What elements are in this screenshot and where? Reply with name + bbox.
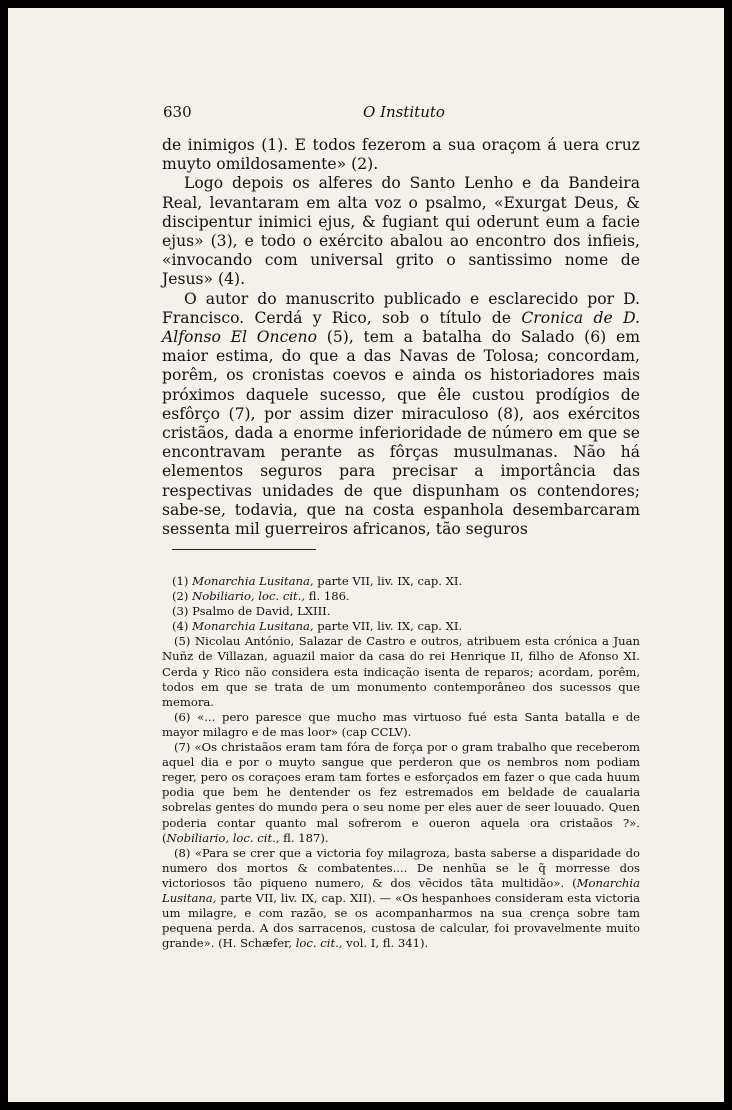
- book-page: [8, 8, 724, 1102]
- running-title: O Instituto: [363, 103, 445, 121]
- footnote-4-source: Monarchia Lusitana,: [192, 619, 314, 634]
- footnote-1-label: (1): [172, 574, 189, 588]
- running-header: [163, 103, 643, 125]
- footnote-separator: [172, 549, 316, 550]
- footnote-8-source-2: loc. cit.,: [295, 936, 343, 951]
- paragraph-2: Logo depois os alferes do Santo Lenho e da Bandeira Real, levantaram em alta voz o psalmo, «Exurgat Deus, & discipentur inimici ejus, & fugiant qui oderunt eum a facie ejus» (3), e todo o exército abalou ao encontro dos infieis, «invocando com universal grito o santissimo nome de Jesus» (4).: [162, 174, 640, 289]
- footnote-1-source: Monarchia Lusitana,: [192, 574, 314, 588]
- footnote-2-label: (2): [172, 589, 189, 604]
- footnote-7-text-a: (7) «Os christaãos eram tam fóra de força por o gram trabalho que receberom aquel dia e por o muyto sangue que perderon que os nembros nom podiam reger, pero os coraçoes eram tam fortes e esforçados em fazer o que cada huum podia que bem he dentender os fez estremados em beldade de caualaria sobrelas gentes do mundo pera o seu nome per eles auer de seer louuado. Quen poderia contar quanto mal sofrerom e oueron aquela ora cristaãos ?». (: [162, 740, 640, 845]
- footnotes: [162, 574, 640, 951]
- paragraph-3: [162, 290, 640, 540]
- footnote-4: [162, 619, 640, 634]
- paragraph-3-part-b: (5), tem a batalha do Salado (6) em maior estima, do que a das Navas de Tolosa; concordam, porêm, os cronistas coevos e ainda os historiadores mais próximos daquele sucesso, que êle custou prodígios de esfôrço (7), por assim dizer miraculoso (8), aos exércitos cristãos, dada a enorme inferioridade de número em que se encontravam perante as fôrças musulmanas. Não há elementos seguros para precisar a importância das respectivas unidades de que dispunham os contendores; sabe-se, todavia, que na costa espanhola desembarcaram sessenta mil guerreiros africanos, tão seguros: [162, 328, 640, 539]
- footnote-3: [162, 604, 640, 619]
- footnote-8-source-1: Monarchia Lusitana,: [162, 875, 640, 905]
- footnote-4-text: parte VII, liv. IX, cap. XI.: [313, 619, 463, 634]
- footnote-2: [162, 589, 640, 604]
- footnote-7-text-b: fl. 187).: [279, 830, 329, 845]
- footnote-1-text: parte VII, liv. IX, cap. XI.: [313, 574, 463, 588]
- footnote-8-text-b: parte VII, liv. IX, cap. XII). — «Os hespanhoes consideram esta victoria um milagre, e com razão, se os acompanharmos na sua crença sobre tam pequena perda. A dos sarracenos, custosa de calcular, foi provavelmente muito grande». (H. Schæfer,: [162, 890, 640, 951]
- paragraph-1: de inimigos (1). E todos fezerom a sua oraçom á uera cruz muyto omildosamente» (2).: [162, 136, 640, 174]
- footnote-3-label: (3): [172, 604, 189, 619]
- footnote-7: [162, 740, 640, 846]
- footnote-8-text-c: vol. I, fl. 341).: [342, 936, 429, 951]
- footnote-8: [162, 846, 640, 952]
- footnote-2-source: Nobiliario, loc. cit.,: [192, 589, 306, 604]
- paragraph-3-part-a: O autor do manuscrito publicado e esclarecido por D. Francisco. Cerdá y Rico, sob o título de: [162, 289, 640, 327]
- main-text: [162, 136, 640, 539]
- footnote-2-text: fl. 186.: [305, 589, 350, 604]
- footnote-1: [162, 574, 640, 589]
- footnote-8-text-a: (8) «Para se crer que a victoria foy milagroza, basta saberse a disparidade do numero dos mortos & combatentes.... De nenhũa se le q̃ morresse dos victoriosos tão piqueno numero, & dos vẽcidos tãta multidão». (: [162, 845, 640, 890]
- footnote-5: (5) Nicolau António, Salazar de Castro e outros, atribuem esta crónica a Juan Nuñz de Villazan, aguazil maior da casa do rei Henrique II, filho de Afonso XI. Cerda y Rico não considera esta indicação isenta de reparos; acordam, porêm, todos em que se trata de um monumento contemporâneo dos sucessos que memora.: [162, 634, 640, 709]
- footnote-7-source: Nobiliario, loc. cit.,: [166, 830, 280, 845]
- footnote-3-text: Psalmo de David, LXIII.: [188, 604, 331, 619]
- page-number: 630: [163, 103, 192, 121]
- footnote-6: (6) «... pero paresce que mucho mas virtuoso fué esta Santa batalla e de mayor milagro e de mas loor» (cap CCLV).: [162, 709, 640, 739]
- footnote-4-label: (4): [172, 619, 189, 634]
- cronica-title: Cronica de D. Alfonso El Onceno: [162, 308, 640, 347]
